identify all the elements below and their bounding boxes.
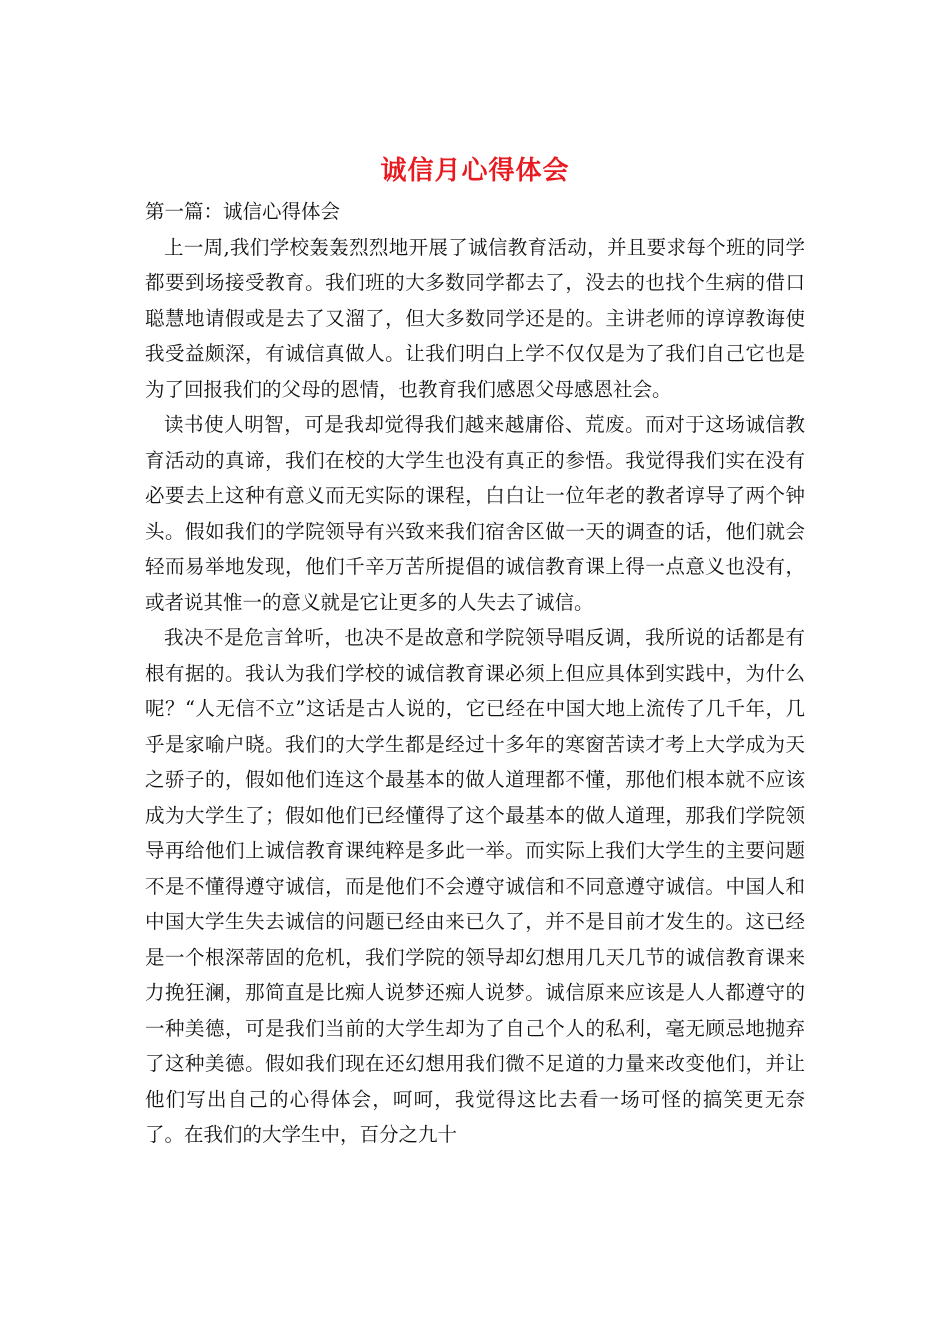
- paragraph-2: 读书使人明智，可是我却觉得我们越来越庸俗、荒废。而对于这场诚信教育活动的真谛，我们在校的大学生也没有真正的参悟。我觉得我们实在没有必要去上这种有意义而无实际的课程，白白让一位年老的教者谆导了两个钟头。假如我们的学院领导有兴致来我们宿舍区做一天的调查的话，他们就会轻而易举地发现，他们千辛万苦所提倡的诚信教育课上得一点意义也没有，或者说其惟一的意义就是它让更多的人失去了诚信。: [145, 413, 805, 614]
- paragraph-1: 上一周,我们学校轰轰烈烈地开展了诚信教育活动，并且要求每个班的同学都要到场接受教育。我们班的大多数同学都去了，没去的也找个生病的借口聪慧地请假或是去了又溜了，但大多数同学还是的。主讲老师的谆谆教诲使我受益颇深，有诚信真做人。让我们明白上学不仅仅是为了我们自己它也是为了回报我们的父母的恩情，也教育我们感恩父母感恩社会。: [145, 235, 805, 401]
- document-title: 诚信月心得体会: [380, 156, 570, 186]
- section-heading: 第一篇：诚信心得体会: [145, 200, 341, 223]
- document-body: [145, 194, 805, 1153]
- paragraph-3: 我决不是危言耸听，也决不是故意和学院领导唱反调，我所说的话都是有根有据的。我认为我们学校的诚信教育课必须上但应具体到实践中，为什么呢？“人无信不立”这话是古人说的，它已经在中国大地上流传了几千年，几乎是家喻户晓。我们的大学生都是经过十多年的寒窗苦读才考上大学成为天之骄子的，假如他们连这个最基本的做人道理都不懂，那他们根本就不应该成为大学生了；假如他们已经懂得了这个最基本的做人道理，那我们学院领导再给他们上诚信教育课纯粹是多此一举。而实际上我们大学生的主要问题不是不懂得遵守诚信，而是他们不会遵守诚信和不同意遵守诚信。中国人和中国大学生失去诚信的问题已经由来已久了，并不是目前才发生的。这已经是一个根深蒂固的危机，我们学院的领导却幻想用几天几节的诚信教育课来力挽狂澜，那简直是比痴人说梦还痴人说梦。诚信原来应该是人人都遵守的一种美德，可是我们当前的大学生却为了自己个人的私利，毫无顾忌地抛弃了这种美德。假如我们现在还幻想用我们微不足道的力量来改变他们，并让他们写出自己的心得体会，呵呵，我觉得这比去看一场可怪的搞笑更无奈了。在我们的大学生中，百分之九十: [145, 626, 805, 1146]
